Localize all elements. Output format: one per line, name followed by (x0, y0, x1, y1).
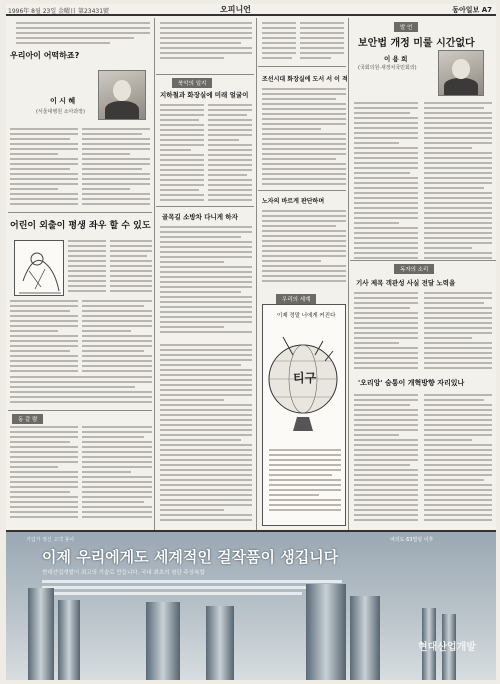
column-rule (256, 18, 257, 530)
article-text (160, 226, 252, 336)
column-box-label: 독자의 소리 (394, 264, 434, 274)
ad-info-line (42, 580, 342, 583)
article-text (354, 292, 418, 372)
cartoon-text (269, 449, 341, 514)
building-image (58, 600, 80, 680)
page-masthead (6, 4, 496, 16)
section-title: 오피니언 (220, 5, 251, 14)
cartoon-label: 우리의 세계 (276, 294, 316, 304)
building-image (28, 588, 54, 680)
article-text (424, 394, 492, 524)
section-rule (258, 190, 346, 191)
columnist-photo (98, 70, 146, 120)
info-box-text (160, 22, 252, 62)
building-image (306, 584, 346, 680)
article-text (160, 344, 252, 524)
essay-illustration (14, 240, 64, 296)
essay-headline: 어린이 외출이 평생 좌우 할 수 있도 (10, 221, 151, 231)
article-headline: 기사 제목 객관성 사실 전달 노력을 (356, 279, 456, 287)
cartoon-caption: 이제 정말 너에게 커진다 (277, 313, 336, 319)
article-headline: 지하철과 화장실에 미래 얼굴이 (160, 91, 249, 99)
building-image (350, 596, 380, 680)
column-text (10, 426, 78, 521)
column-box-label: 북악의 일지 (172, 78, 212, 88)
section-rule (8, 410, 152, 411)
ad-small-text: 기업가 정신 고객 봉사 (26, 537, 75, 543)
pull-quote: '오리앙' 숨통이 개혁방향 자리있나 (358, 379, 465, 387)
essay-text (82, 300, 152, 375)
ad-right-text: 여의도 63빌딩 이후 (390, 537, 434, 543)
section-rule (156, 206, 254, 207)
section-rule (156, 74, 254, 75)
globe-caption: 티구 (293, 371, 317, 385)
article-text (424, 102, 492, 262)
article-text (10, 128, 78, 208)
intro-text (16, 22, 150, 47)
article-text (82, 128, 150, 208)
paper-name: 동아일보 A7 (452, 6, 492, 14)
article-headline: 조선시대 화장실에 도서 서 이 적 (262, 76, 348, 83)
notice-text (300, 22, 344, 62)
essay-text (10, 300, 78, 375)
article-headline: 골목길 소방차 다니게 하자 (162, 213, 238, 221)
newspaper-page (6, 4, 496, 680)
author-title: (국회의원·새정치국민회의) (358, 65, 417, 71)
column-rule (154, 18, 155, 530)
article-headline: 노자의 바르게 판단하며 (262, 198, 325, 205)
author-name: 이 용 희 (384, 55, 408, 63)
article-text (160, 104, 204, 204)
building-image (206, 606, 234, 680)
ad-subtext: 현대산업개발이 최고의 기술로 만듭니다. 국내 최초의 첨단 주상복합 (42, 570, 205, 576)
columnist-title: (서울대병원 소아과장) (36, 109, 85, 115)
column-heading: 우리아이 어떡하죠? (10, 51, 80, 60)
essay-text (68, 240, 106, 295)
section-rule (258, 66, 346, 67)
author-photo (438, 50, 484, 96)
ad-info-line (42, 586, 342, 589)
column-text (82, 426, 152, 521)
article-text (424, 292, 492, 372)
article-text (354, 102, 418, 262)
building-image (146, 602, 180, 680)
article-text (354, 394, 418, 524)
section-rule (350, 260, 496, 261)
essay-text (10, 376, 152, 406)
column-box-label: 발 언 (394, 22, 418, 32)
notice-text (262, 22, 296, 62)
ad-info-line (42, 592, 302, 595)
column-rule (348, 18, 349, 530)
ad-logo: 현대산업개발 (418, 642, 476, 653)
ad-tagline: 이제 우리에게도 세계적인 걸작품이 생깁니다 (42, 548, 339, 566)
article-text (262, 88, 346, 188)
advertisement-banner[interactable] (6, 530, 496, 680)
article-text (208, 104, 252, 204)
column-box-label: 동 갈 람 (12, 414, 43, 424)
section-rule (8, 212, 152, 213)
issue-date: 1996年 8월 23일 金曜日 第23431號 (8, 8, 110, 15)
article-headline: 보안법 개정 미룰 시간없다 (358, 38, 475, 49)
editorial-cartoon (262, 304, 346, 526)
essay-text (110, 240, 152, 295)
article-text (262, 210, 346, 285)
columnist-name: 이 시 혜 (50, 97, 76, 105)
